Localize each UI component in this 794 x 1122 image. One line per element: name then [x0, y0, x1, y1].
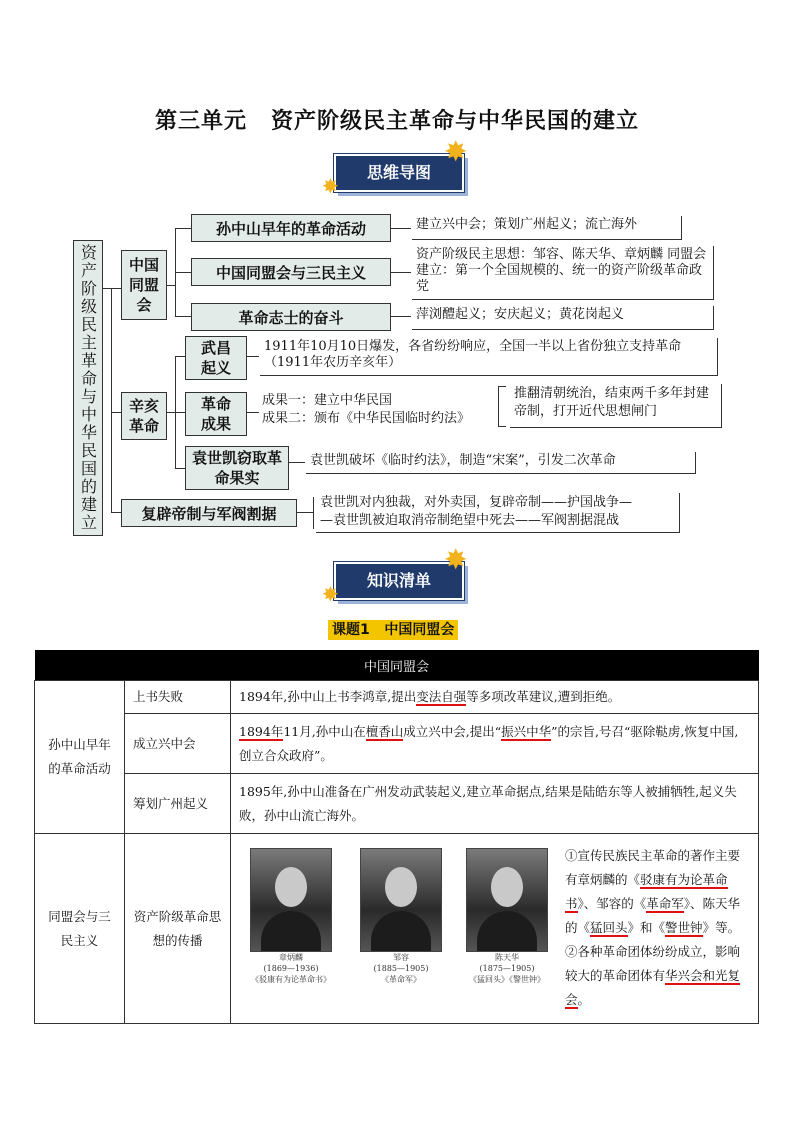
group-label: 同盟会与三民主义 — [35, 834, 125, 1024]
portrait-image — [466, 848, 548, 952]
group-label: 孙中山早年的革命活动 — [35, 681, 125, 834]
row-content: 章炳麟 (1869—1936) 《驳康有为论革命书》 邹容 (1885—1905) 《革命军》 陈天华 (1875—1905) 《猛回头》《警世钟》 ①宣传民族民主革命的著作主要有章炳麟的《驳康有为论革命书》、邹容的《革命军》、陈天华的《猛回头》和《警世钟》等。 ②各种革命团体纷纷成立，影响较大的革命团体有华兴会和光复会。 — [231, 834, 759, 1024]
note-achievements: 成果一：建立中华民国 成果二：颁布《中华民国临时约法》 — [262, 393, 471, 426]
note-early-activities: 建立兴中会；策划广州起义；流亡海外 — [412, 216, 682, 240]
mindmap-root: 资产阶级民主革命与中华民国的建立 — [73, 240, 103, 536]
knowledge-table — [34, 650, 759, 1024]
row-label: 成立兴中会 — [125, 714, 231, 774]
note-wuchang: 1911年10月10日爆发，各省纷纷响应，全国一半以上省份独立支持革命（1911年农历辛亥年） — [260, 338, 718, 376]
note-revolutionary-struggle: 萍浏醴起义；安庆起义；黄花岗起义 — [412, 306, 714, 330]
knowledge-banner: 知识清单 — [334, 562, 464, 600]
star-icon: ✸ — [444, 543, 468, 576]
node-yuan-shikai: 袁世凯窃取革命果实 — [185, 446, 289, 490]
node-early-activities: 孙中山早年的革命活动 — [191, 214, 391, 242]
node-achievements: 革命成果 — [185, 392, 247, 436]
row-label: 筹划广州起义 — [125, 774, 231, 834]
note-yuan-shikai: 袁世凯破坏《临时约法》，制造“宋案”，引发二次革命 — [306, 452, 696, 474]
lesson-label: 课题1 中国同盟会 — [328, 620, 458, 640]
row-label: 上书失败 — [125, 681, 231, 714]
row-content: 1895年,孙中山准备在广州发动武装起义,建立革命据点,结果是陆皓东等人被捕牺牲,起义失败，孙中山流亡海外。 — [231, 774, 759, 834]
portrait-chen: 陈天华 (1875—1905) 《猛回头》《警世钟》 — [457, 848, 557, 985]
note-tongmenghui-sanmin: 资产阶级民主思想：邹容、陈天华、章炳麟 同盟会建立：第一个全国规模的、统一的资产阶级革命政党 — [412, 246, 714, 300]
portrait-zhang: 章炳麟 (1869—1936) 《驳康有为论革命书》 — [241, 848, 341, 985]
branch-restoration-warlords: 复辟帝制与军阀割据 — [121, 499, 297, 527]
row-content: 1894年,孙中山上书李鸿章,提出变法自强等多项改革建议,遭到拒绝。 — [231, 681, 759, 714]
portrait-zou: 邹容 (1885—1905) 《革命军》 — [351, 848, 451, 985]
portrait-gallery — [239, 844, 565, 1002]
node-tongmenghui-sanmin: 中国同盟会与三民主义 — [191, 258, 391, 286]
portrait-image — [360, 848, 442, 952]
row-label: 资产阶级革命思想的传播 — [125, 834, 231, 1024]
node-revolutionary-struggle: 革命志士的奋斗 — [191, 303, 391, 331]
portrait-image — [250, 848, 332, 952]
table-header: 中国同盟会 — [35, 650, 759, 681]
star-icon: ✸ — [322, 582, 339, 606]
row-content: 1894年11月,孙中山在檀香山成立兴中会,提出“振兴中华”的宗旨,号召“驱除鞑虏,恢复中国,创立合众政府”。 — [231, 714, 759, 774]
star-icon: ✸ — [444, 135, 468, 168]
branch-xinhai: 辛亥革命 — [121, 392, 167, 440]
mindmap-banner: 思维导图 — [334, 154, 464, 192]
note-achievements-significance: 推翻清朝统治，结束两千多年封建帝制，打开近代思想闸门 — [510, 384, 722, 428]
node-wuchang: 武昌起义 — [185, 336, 247, 380]
branch-tongmenghui: 中国同盟会 — [121, 250, 167, 320]
note-restoration-warlords: 袁世凯对内独裁，对外卖国，复辟帝制——护国战争— —袁世凯被迫取消帝制绝望中死去——军阀割据混战 — [316, 493, 680, 533]
page-title: 第三单元 资产阶级民主革命与中华民国的建立 — [154, 109, 640, 134]
star-icon: ✸ — [322, 174, 339, 198]
